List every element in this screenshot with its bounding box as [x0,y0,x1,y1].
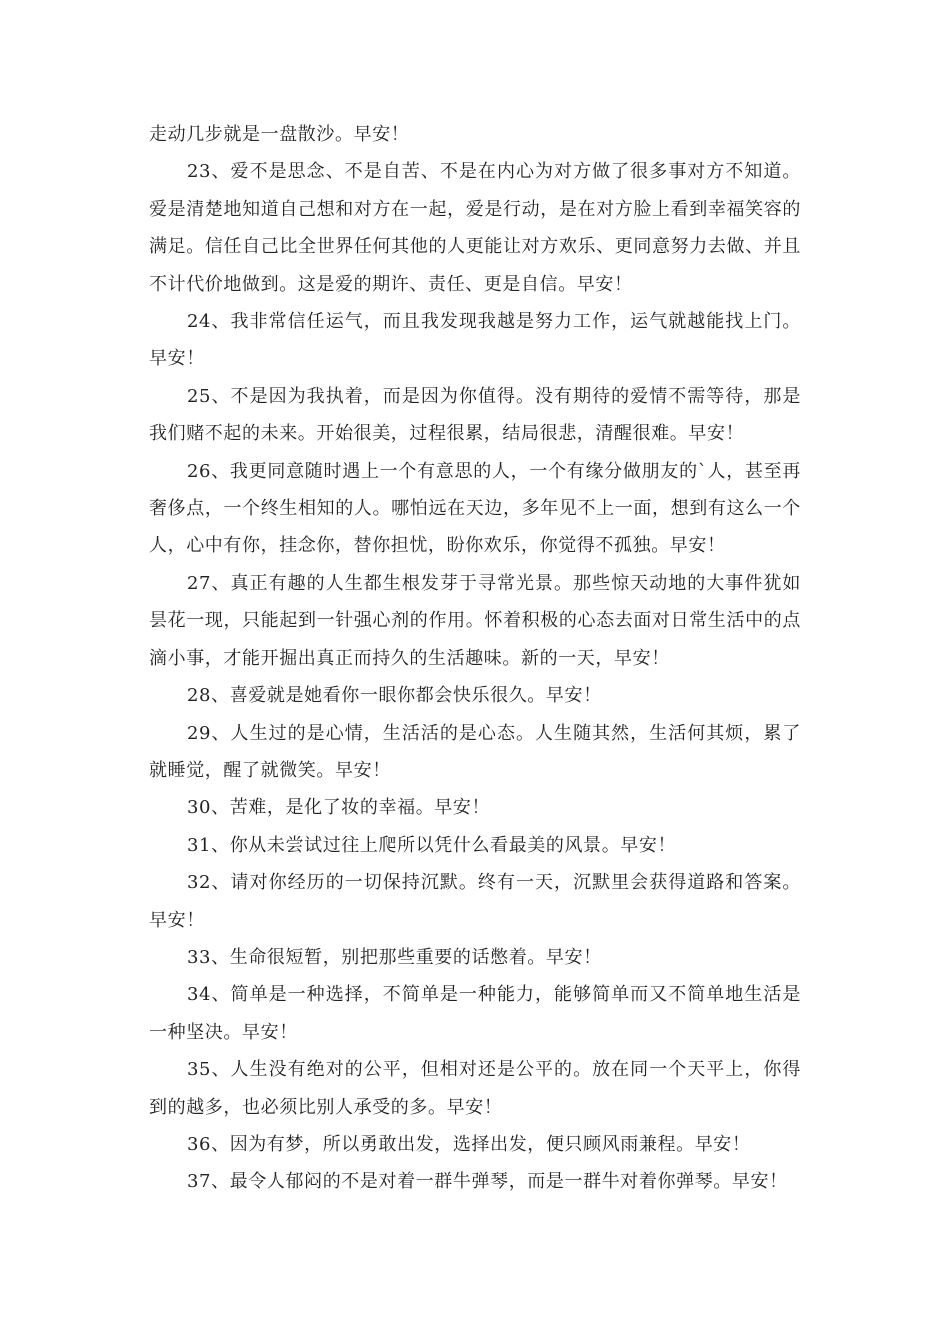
paragraph: 34、简单是一种选择，不简单是一种能力，能够简单而又不简单地生活是一种坚决。早安！ [149,984,801,1043]
paragraph: 30、苦难，是化了妆的幸福。早安！ [187,797,491,819]
paragraph: 35、人生没有绝对的公平，但相对还是公平的。放在同一个天平上，你得到的越多，也必须比别人承受的多。早安！ [149,1059,801,1118]
document-body [149,116,801,1201]
paragraph: 23、爱不是思念、不是自苦、不是在内心为对方做了很多事对方不知道。爱是清楚地知道自己想和对方在一起，爱是行动，是在对方脸上看到幸福笑容的满足。信任自己比全世界任何其他的人更能让对方欢乐、更同意努力去做、并且不计代价地做到。这是爱的期许、责任、更是自信。早安！ [149,161,801,295]
paragraph: 32、请对你经历的一切保持沉默。终有一天，沉默里会获得道路和答案。早安！ [149,872,801,931]
paragraph: 31、你从未尝试过往上爬所以凭什么看最美的风景。早安！ [187,834,677,856]
paragraph: 37、最令人郁闷的不是对着一群牛弹琴，而是一群牛对着你弹琴。早安！ [187,1171,788,1193]
paragraph: 27、真正有趣的人生都生根发芽于寻常光景。那些惊天动地的大事件犹如昙花一现，只能起到一针强心剂的作用。怀着积极的心态去面对日常生活中的点滴小事，才能开掘出真正而持久的生活趣味。新的一天，早安！ [149,572,801,669]
paragraph: 24、我非常信任运气，而且我发现我越是努力工作，运气就越能找上门。早安！ [149,311,801,370]
paragraph: 36、因为有梦，所以勇敢出发，选择出发，便只顾风雨兼程。早安！ [187,1133,751,1155]
paragraph: 25、不是因为我执着，而是因为你值得。没有期待的爱情不需等待，那是我们赌不起的未来。开始很美，过程很累，结局很悲，清醒很难。早安！ [149,385,801,445]
paragraph: 29、人生过的是心情，生活活的是心态。人生随其然，生活何其烦，累了就睡觉，醒了就微笑。早安！ [149,722,801,781]
paragraph: 33、生命很短暂，别把那些重要的话憋着。早安！ [187,946,602,968]
paragraph: 26、我更同意随时遇上一个有意思的人，一个有缘分做朋友的`人，甚至再奢侈点，一个终生相知的人。哪怕远在天边，多年见不上一面，想到有这么一个人，心中有你，挂念你，替你担忧，盼你欢乐，你觉得不孤独。早安！ [149,460,801,557]
paragraph: 28、喜爱就是她看你一眼你都会快乐很久。早安！ [187,685,602,707]
paragraph: 走动几步就是一盘散沙。早安！ [149,124,410,145]
